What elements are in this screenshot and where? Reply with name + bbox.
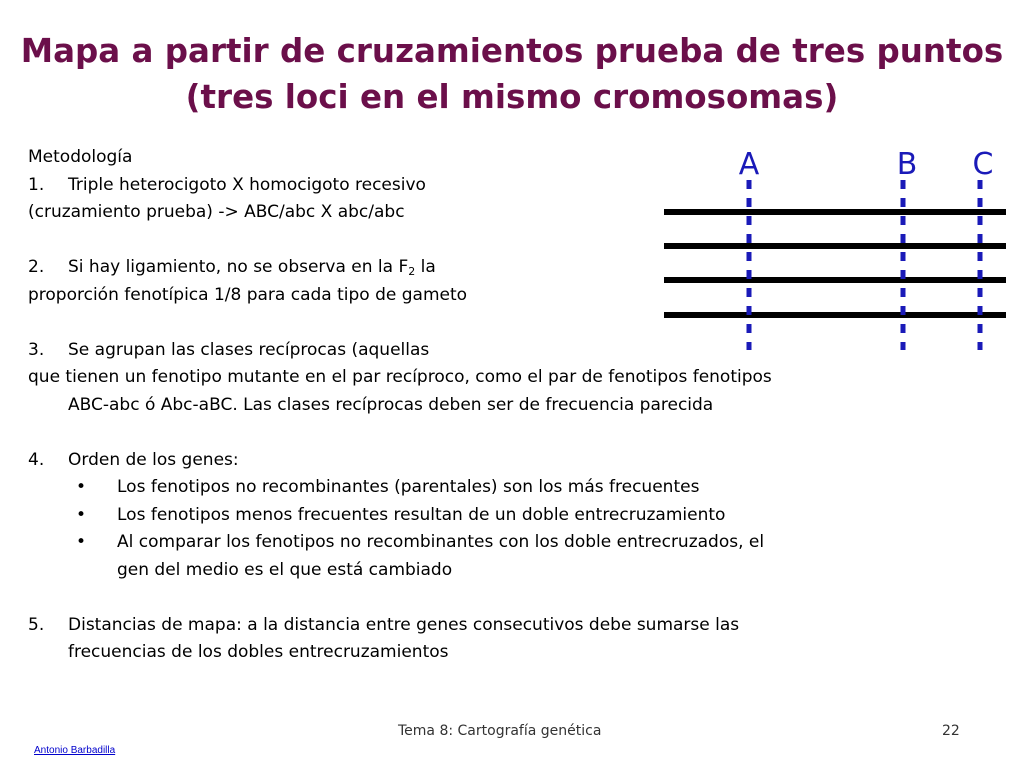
chromatid-lines xyxy=(664,212,1006,315)
bullet-text-continuation: gen del medio es el que está cambiado xyxy=(117,559,453,580)
bullet-text: Los fenotipos no recombinantes (parentales) son los más frecuentes xyxy=(117,477,700,497)
bullet-text: Los fenotipos menos frecuentes resultan de un doble entrecruzamiento xyxy=(117,504,726,525)
item-3-line-2: que tienen un fenotipo mutante en el par recíproco, como el par de fenotipos fenotipos xyxy=(28,367,772,387)
section-heading: Metodología xyxy=(28,147,133,167)
item-1-text: Triple heterocigoto X homocigoto recesivo xyxy=(68,174,426,195)
item-5-line-1 xyxy=(28,612,988,640)
item-2-line-2: proporción fenotípica 1/8 para cada tipo de gameto xyxy=(28,284,468,305)
chromosome-loci-diagram xyxy=(660,140,1010,355)
bullet-item xyxy=(28,474,988,502)
item-1-line-2: (cruzamiento prueba) -> ABC/abc X abc/abc xyxy=(28,202,405,222)
item-3-line-3: ABC-abc ó Abc-aBC. Las clases recíprocas deben ser de frecuencia parecida xyxy=(68,394,714,415)
item-3-text: Se agrupan las clases recíprocas (aquellas xyxy=(68,339,430,360)
author-link[interactable]: Antonio Barbadilla xyxy=(34,745,116,756)
item-3-number: 3. xyxy=(28,339,45,360)
item-5-line-2: frecuencias de los dobles entrecruzamientos xyxy=(68,642,449,662)
locus-label-b: B xyxy=(896,147,918,182)
item-1-number: 1. xyxy=(28,174,45,195)
item-2-text-end: la xyxy=(415,257,436,277)
bullet-icon: • xyxy=(76,504,87,525)
item-2-subscript: 2 xyxy=(408,265,416,278)
item-2-number: 2. xyxy=(28,257,45,277)
footer-text: Tema 8: Cartografía genética xyxy=(398,723,602,739)
bullet-icon: • xyxy=(76,532,87,552)
bullet-icon: • xyxy=(76,477,87,497)
item-5-text: Distancias de mapa: a la distancia entre genes consecutivos debe sumarse las xyxy=(68,614,740,635)
item-2-text: Si hay ligamiento, no se observa en la F xyxy=(68,257,409,277)
locus-label-c: C xyxy=(972,147,994,182)
bullet-item xyxy=(28,502,988,530)
page-number: 22 xyxy=(942,723,960,739)
locus-label-a: A xyxy=(738,147,760,182)
bullet-item xyxy=(28,529,988,557)
item-4-number: 4. xyxy=(28,449,45,470)
item-4-line-1 xyxy=(28,447,988,475)
slide-title: Mapa a partir de cruzamientos prueba de tres puntos (tres loci en el mismo cromosomas) xyxy=(20,32,1004,116)
item-4-text: Orden de los genes: xyxy=(68,449,239,470)
locus-lines xyxy=(749,180,980,350)
item-5-number: 5. xyxy=(28,614,45,635)
bullet-text: Al comparar los fenotipos no recombinantes con los doble entrecruzados, el xyxy=(117,532,765,552)
